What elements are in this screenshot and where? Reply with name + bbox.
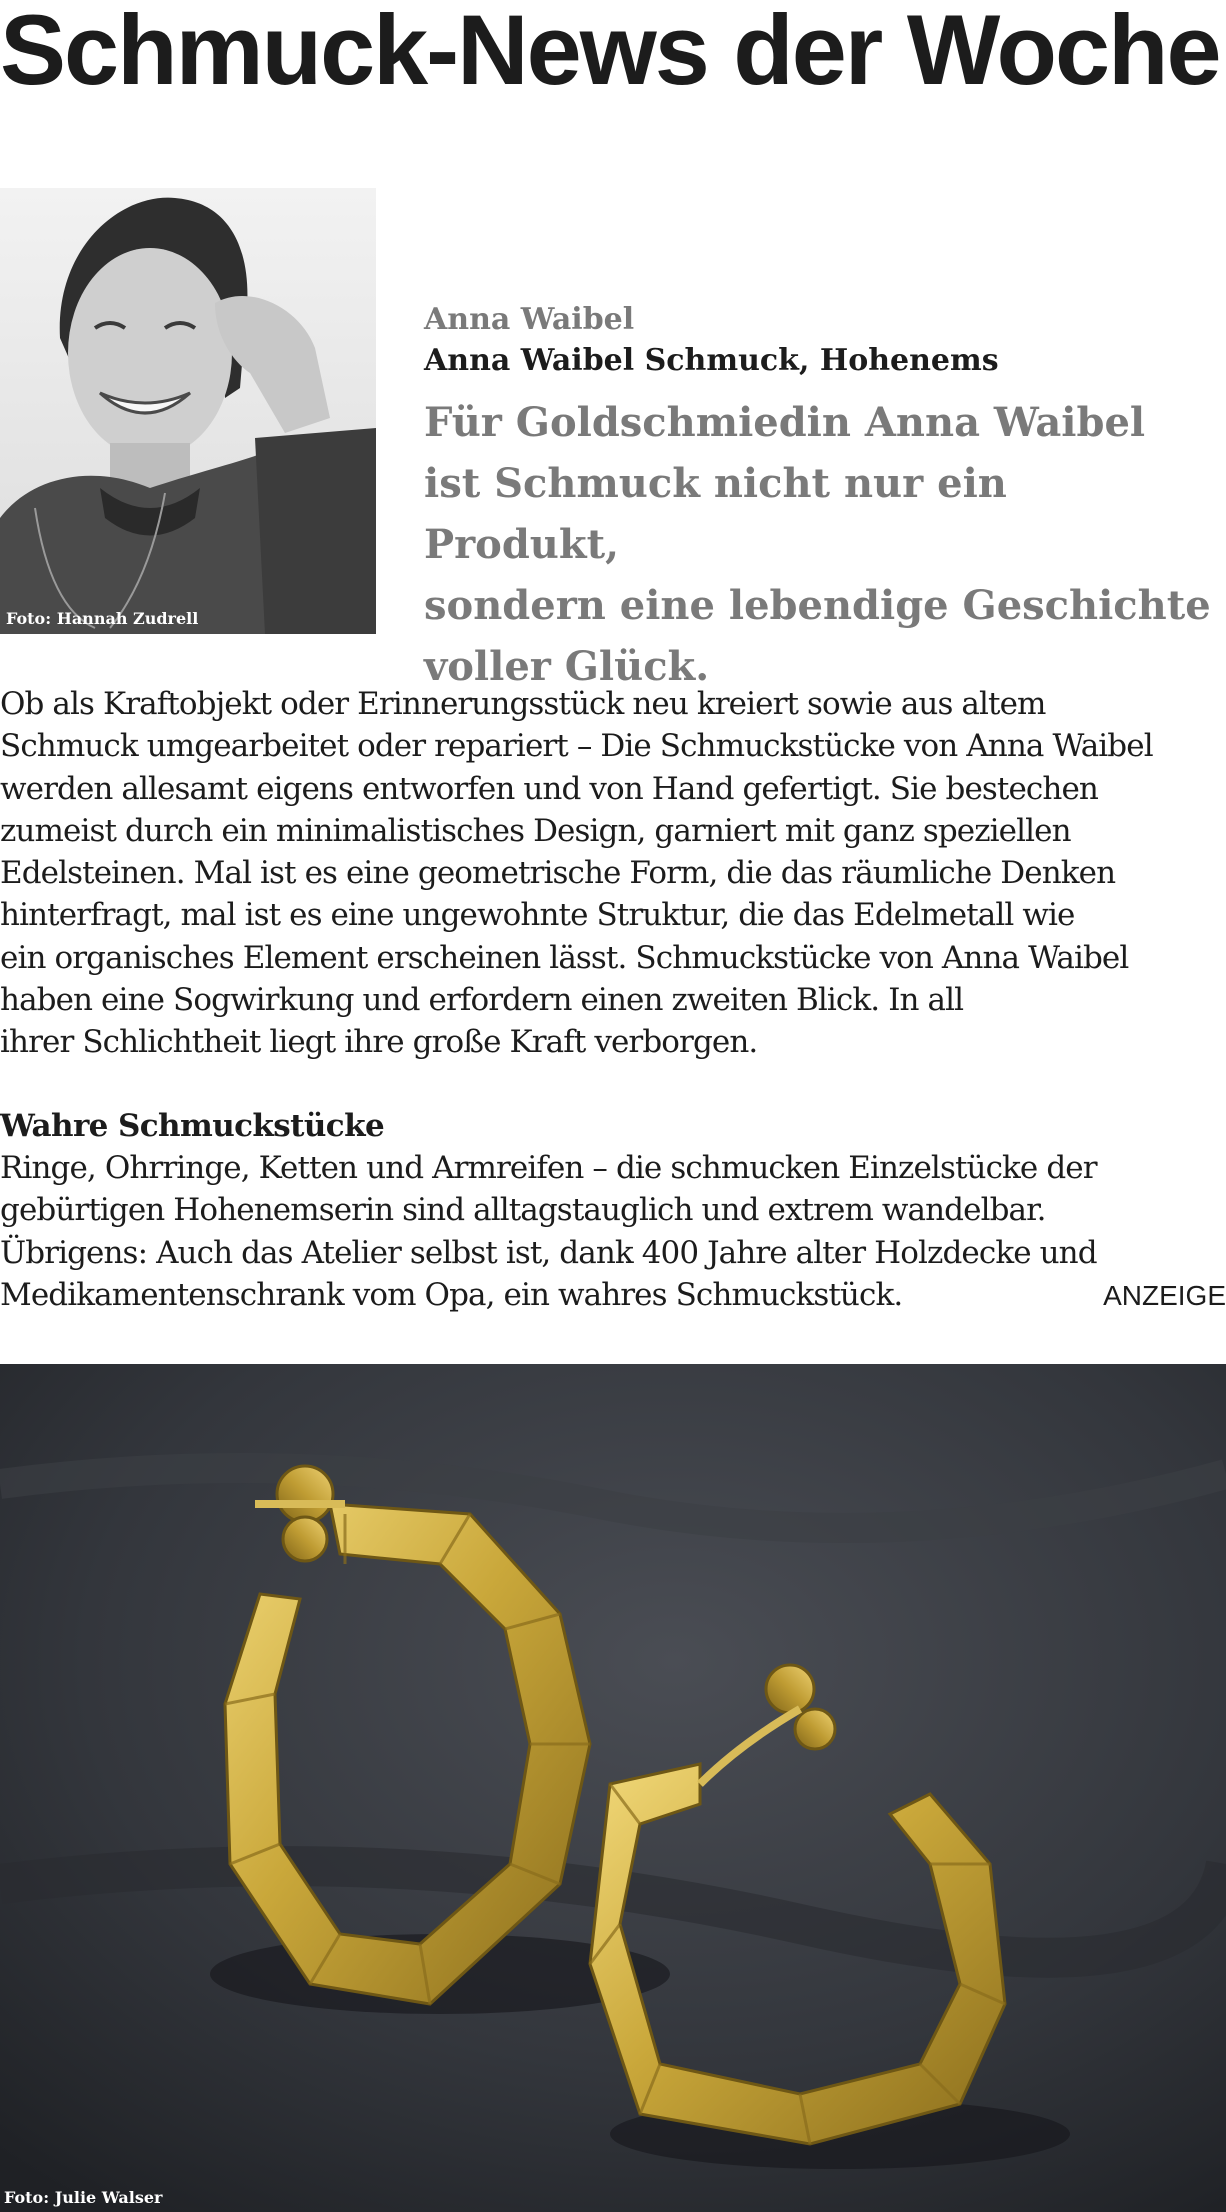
lead-line: Für Goldschmiedin Anna Waibel	[424, 399, 1146, 446]
sub-line: Übrigens: Auch das Atelier selbst ist, dank 400 Jahre alter Holzdecke und	[0, 1234, 1097, 1271]
company-name: Anna Waibel Schmuck, Hohenems	[424, 343, 999, 378]
sub-line: Ringe, Ohrringe, Ketten und Armreifen – die schmucken Einzelstücke der	[0, 1150, 1097, 1186]
photo-credit: Foto: Julie Walser	[4, 2188, 163, 2207]
body-line: Ob als Kraftobjekt oder Erinnerungsstück neu kreiert sowie aus altem	[0, 686, 1046, 722]
body-line: haben eine Sogwirkung und erfordern einen zweiten Blick. In all	[0, 982, 964, 1019]
portrait-credit: Foto: Hannah Zudrell	[6, 609, 199, 628]
body-paragraph	[0, 683, 1226, 1064]
lead-line: sondern eine lebendige Geschichte	[424, 582, 1211, 629]
sub-line: gebürtigen Hohenemserin sind alltagstauglich und extrem wandelbar.	[0, 1192, 1046, 1229]
lead-paragraph	[424, 392, 1214, 697]
product-photo	[0, 1364, 1226, 2212]
byline	[424, 300, 1214, 697]
lead-line: voller Glück.	[424, 643, 710, 690]
body-line: hinterfragt, mal ist es eine ungewohnte Struktur, die das Edelmetall wie	[0, 897, 1075, 934]
body-line: Schmuck umgearbeitet oder repariert – Die Schmuckstücke von Anna Waibel	[0, 728, 1153, 765]
body-line: werden allesamt eigens entworfen und von Hand gefertigt. Sie bestechen	[0, 770, 1098, 807]
body-line: Edelsteinen. Mal ist es eine geometrische Form, die das räumliche Denken	[0, 855, 1116, 892]
author-name: Anna Waibel	[424, 302, 635, 337]
earrings-illustration	[0, 1364, 1226, 2212]
lead-line: ist Schmuck nicht nur ein Produkt,	[424, 460, 1007, 568]
sub-paragraph	[0, 1147, 1226, 1316]
headline: Schmuck-News der Woche	[0, 0, 1220, 100]
body-line: ihrer Schlichtheit liegt ihre große Kraft verborgen.	[0, 1024, 758, 1061]
subheading: Wahre Schmuckstücke	[0, 1108, 385, 1144]
portrait-photo	[0, 188, 376, 634]
ad-label: ANZEIGE	[1103, 1280, 1226, 1311]
body-line: zumeist durch ein minimalistisches Design, garniert mit ganz speziellen	[0, 812, 1071, 849]
body-line: ein organisches Element erscheinen lässt. Schmuckstücke von Anna Waibel	[0, 939, 1129, 976]
portrait-illustration	[0, 188, 376, 634]
sub-line: Medikamentenschrank vom Opa, ein wahres Schmuckstück.	[0, 1276, 903, 1313]
